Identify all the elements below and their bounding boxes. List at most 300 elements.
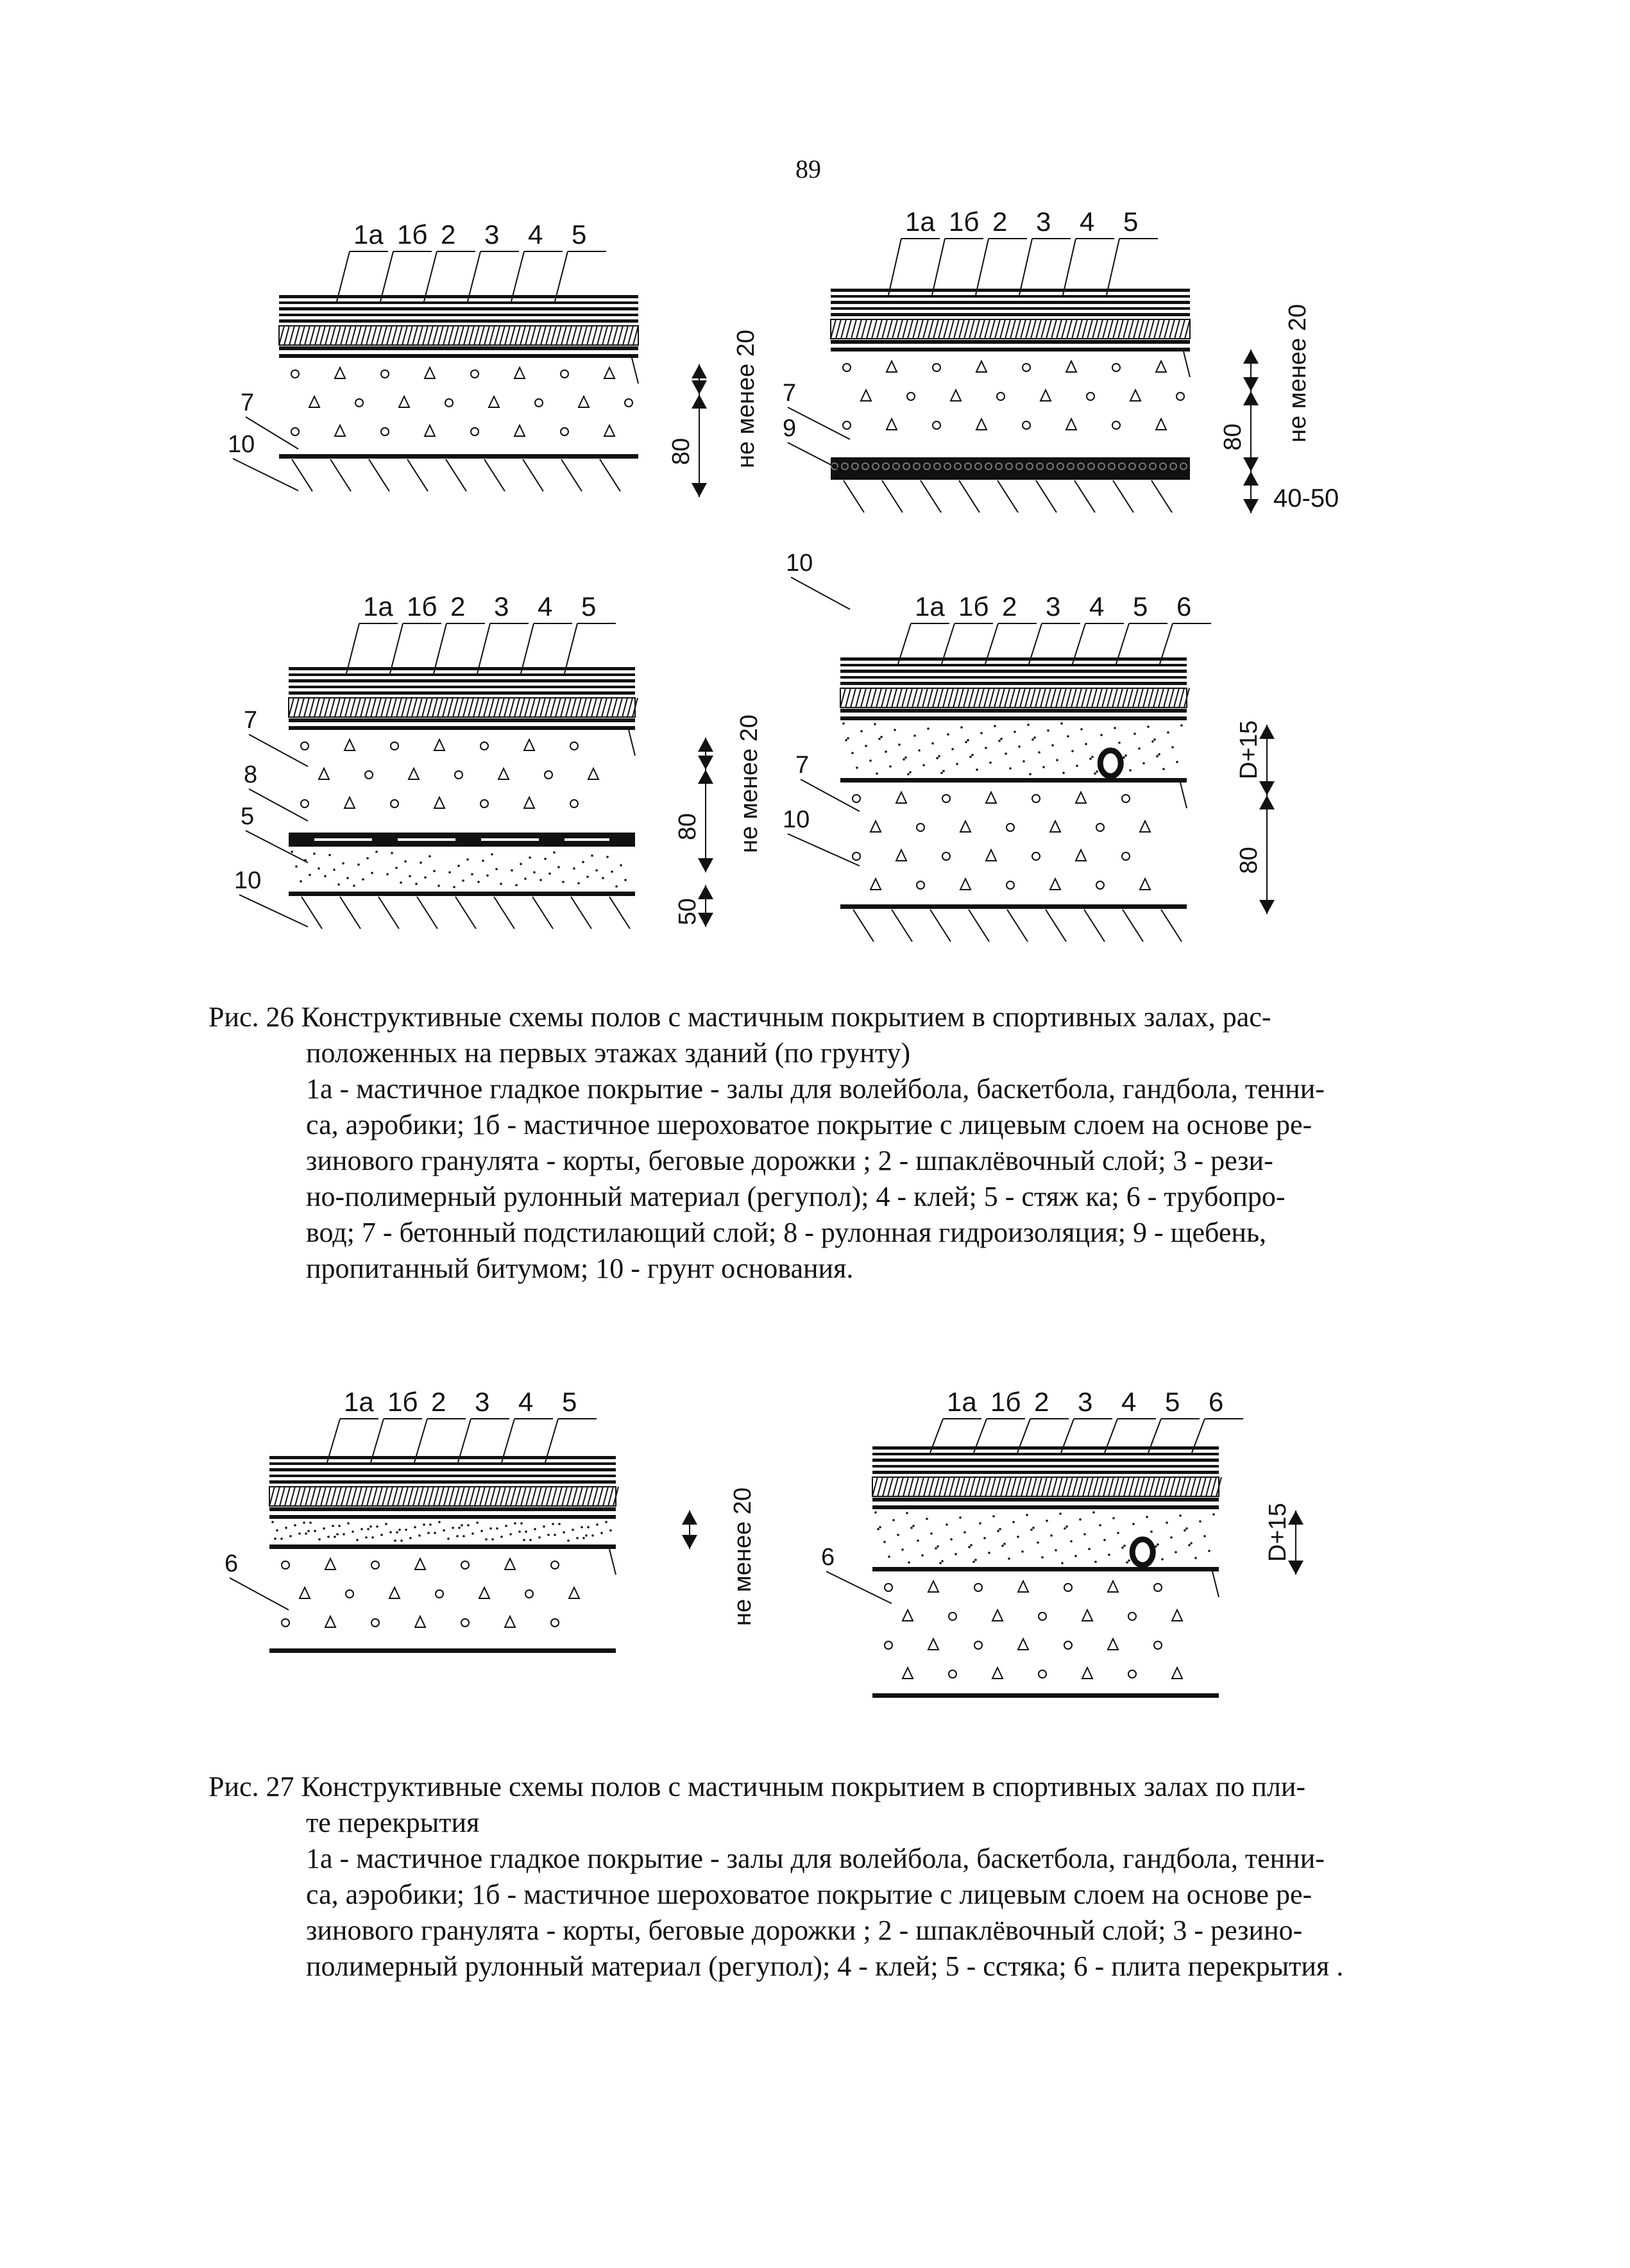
side-leader: [249, 789, 308, 821]
screed-dot: [1071, 750, 1074, 752]
screed-dot: [1051, 744, 1054, 747]
screed-dot: [424, 876, 427, 879]
screed-dot: [380, 1534, 383, 1536]
dimension-arrow: [1243, 391, 1259, 405]
screed-dot: [400, 881, 402, 884]
coating-line: [279, 314, 638, 316]
screed-dot: [980, 732, 983, 734]
screed-dot: [992, 1515, 995, 1518]
aggregate-circle: [461, 1561, 469, 1569]
glue-line: [840, 716, 1187, 720]
aggregate-circle: [1006, 881, 1014, 889]
dimension-arrow: [692, 483, 707, 497]
screed-dot: [602, 877, 604, 879]
leader-line: [565, 623, 577, 673]
aggregate-circle: [942, 795, 950, 802]
screed-dot: [307, 1530, 310, 1532]
screed-dot: [395, 867, 398, 869]
aggregate-triangle: [325, 1559, 335, 1570]
aggregate-circle: [1122, 795, 1130, 802]
aggregate-circle: [371, 1561, 379, 1569]
aggregate-circle: [391, 800, 398, 808]
screed-dot: [511, 869, 513, 872]
granulate-hatch: [872, 1477, 1221, 1496]
layer-number-label: 3: [484, 219, 500, 250]
layer-number-label: 2: [1002, 591, 1017, 622]
screed-dot: [926, 1518, 928, 1520]
screed-dot: [485, 1538, 488, 1541]
aggregate-circle: [291, 428, 299, 436]
screed-dot: [271, 1521, 274, 1523]
aggregate-circle: [391, 742, 398, 750]
side-number-label: 10: [786, 550, 813, 577]
screed-dot: [904, 756, 907, 759]
screed-dot: [936, 757, 938, 759]
screed-dot: [1064, 1527, 1066, 1530]
layer-number-label: 5: [581, 591, 597, 622]
aggregate-circle: [1032, 852, 1040, 860]
fig27-caption-line1: Рис. 27 Конструктивные схемы полов с мастичным покрытием в спортивных залах по пли-: [208, 1771, 1306, 1802]
screed-dot: [520, 863, 522, 865]
fig26-caption: [208, 999, 1325, 1287]
screed-dot: [453, 886, 455, 888]
aggregate-triangle: [514, 368, 525, 378]
screed-dot: [1128, 1559, 1130, 1562]
screed-dot: [398, 1528, 401, 1531]
screed-dot: [1114, 727, 1116, 729]
aggregate-triangle: [514, 425, 525, 436]
aggregate-triangle: [1140, 821, 1150, 832]
side-number-label: 10: [234, 867, 262, 894]
screed-dot: [1166, 1521, 1168, 1524]
slab-bottom-line: [872, 1693, 1219, 1698]
layer-number-label: 4: [518, 1387, 534, 1417]
screed-dot: [1046, 1519, 1048, 1522]
dimension-label: 80: [1235, 847, 1262, 874]
screed-dot: [930, 1532, 933, 1535]
screed-dot: [1162, 768, 1165, 770]
screed-dot: [318, 1538, 321, 1541]
aggregate-triangle: [1040, 390, 1051, 401]
aggregate-triangle: [415, 1559, 425, 1570]
aggregate-triangle: [992, 1668, 1003, 1679]
layer-number-label: 4: [1089, 591, 1105, 622]
aggregate-triangle: [1156, 361, 1166, 372]
screed-dot: [389, 1531, 392, 1534]
leader-line: [932, 239, 945, 295]
screed-dot: [927, 727, 930, 730]
screed-dot: [500, 883, 502, 885]
fig27-legend-2: са, аэробики; 1б - мастичное шероховатое покрытие с лицевым слоем на основе ре-: [306, 1879, 1312, 1910]
leader-line: [545, 1419, 558, 1462]
screed-dot: [544, 858, 547, 860]
glue-line: [269, 1515, 616, 1519]
screed-dot: [1185, 1527, 1188, 1530]
aggregate-circle: [561, 370, 568, 378]
screed-dot: [529, 1539, 532, 1541]
aggregate-triangle: [1156, 419, 1166, 430]
screed-dot: [552, 1523, 554, 1525]
screed-dot: [892, 1519, 895, 1521]
screed-dot: [523, 1539, 525, 1541]
screed-dot: [586, 876, 589, 878]
screed-dot: [1055, 1549, 1057, 1552]
dimension-arrow: [1259, 781, 1275, 795]
screed-dot: [941, 1560, 944, 1562]
soil-hatch: [292, 459, 620, 491]
dimension-label: D+15: [1264, 1503, 1291, 1562]
screed-dot: [476, 1521, 479, 1524]
side-leader: [788, 834, 860, 866]
screed-dot: [1012, 1521, 1015, 1523]
soil-hatch: [301, 897, 630, 929]
screed-dot: [1142, 762, 1145, 765]
screed-dot: [1118, 741, 1121, 744]
coating-line: [872, 1459, 1219, 1462]
aggregate-triangle: [896, 792, 906, 803]
aggregate-circle: [480, 742, 488, 750]
base-line: [289, 892, 635, 896]
screed-dot: [1088, 1548, 1091, 1550]
aggregate-circle: [974, 1641, 982, 1649]
screed-dot: [495, 868, 498, 870]
screed-dot: [909, 771, 912, 774]
aggregate-triangle: [300, 1587, 310, 1598]
dimension-arrow: [1288, 1561, 1303, 1575]
screed-dot: [894, 729, 896, 731]
concrete-layer: [831, 351, 1190, 457]
dimension-label: 80: [674, 813, 701, 840]
granulate-hatch: [840, 688, 1189, 707]
aggregate-triangle: [1066, 419, 1076, 430]
leader-line: [888, 239, 901, 295]
screed-dot: [305, 1532, 307, 1535]
screed-dot: [910, 1527, 913, 1529]
screed-bottom-line: [840, 778, 1187, 783]
leader-line: [434, 623, 446, 673]
screed-dot: [1000, 738, 1003, 740]
screed-dot: [367, 1528, 369, 1530]
coating-line: [289, 673, 635, 676]
screed-dot: [466, 858, 469, 861]
floor-scheme-b: [783, 207, 1311, 609]
screed-dot: [554, 1534, 556, 1536]
screed-dot: [947, 733, 949, 736]
screed-dot: [582, 1537, 585, 1539]
aggregate-circle: [1154, 1641, 1162, 1649]
layer-number-label: 4: [528, 219, 543, 250]
screed-dot: [496, 1527, 498, 1530]
screed-dot: [1005, 752, 1007, 755]
putty-line: [279, 346, 638, 350]
screed-dot: [324, 875, 327, 877]
screed-layer: [840, 720, 1187, 778]
aggregate-circle: [1096, 824, 1104, 831]
screed-dot: [883, 1541, 886, 1543]
fig27-caption-line2: те перекрытия: [306, 1807, 480, 1838]
screed-dot: [956, 763, 958, 765]
aggregate-circle: [853, 795, 860, 802]
screed-dot: [1199, 1520, 1201, 1523]
glue-line: [831, 348, 1190, 351]
aggregate-triangle: [976, 361, 987, 372]
screed-dot: [889, 765, 892, 768]
coating-line: [872, 1471, 1219, 1474]
screed-dot: [1153, 738, 1156, 741]
screed-dot: [1076, 765, 1078, 767]
aggregate-triangle: [425, 425, 435, 436]
screed-dot: [562, 881, 565, 883]
side-number-label: 8: [244, 761, 258, 788]
floor-scheme-a: [228, 219, 760, 497]
break-line: [1180, 783, 1187, 808]
screed-dot: [1194, 1557, 1197, 1559]
dimension-arrow: [1243, 499, 1259, 513]
screed-dot: [999, 1528, 1001, 1530]
aggregate-circle: [1039, 1612, 1046, 1620]
screed-dot: [448, 871, 451, 874]
screed-dot: [876, 772, 878, 775]
aggregate-triangle: [524, 740, 534, 750]
screed-dot: [1031, 738, 1034, 741]
screed-dot: [1171, 746, 1174, 749]
screed-dot: [1008, 1557, 1010, 1560]
fig26-legend-1: 1а - мастичное гладкое покрытие - залы для волейбола, баскетбола, гандбола, тенни-: [306, 1073, 1325, 1104]
screed-dot: [371, 872, 373, 874]
screed-dot: [1026, 1514, 1028, 1516]
screed-dot: [903, 758, 905, 761]
screed-dot: [313, 852, 316, 855]
coating-line: [269, 1468, 616, 1471]
fig26-legend-6: пропитанный битумом; 10 - грунт основания.: [306, 1253, 854, 1284]
screed-dot: [1132, 1523, 1135, 1525]
aggregate-circle: [561, 428, 568, 436]
screed-dot: [938, 755, 940, 757]
screed-dot: [452, 1527, 454, 1529]
screed-dot: [365, 1536, 368, 1539]
aggregate-triangle: [1050, 879, 1060, 890]
screed-dot: [1085, 743, 1087, 745]
screed-dot: [1103, 1539, 1106, 1541]
leader-line: [371, 1419, 384, 1462]
layer-number-label: 1б: [958, 591, 989, 622]
aggregate-circle: [933, 364, 940, 371]
aggregate-circle: [381, 370, 389, 378]
screed-dot: [461, 1524, 463, 1527]
aggregate-circle: [480, 800, 488, 808]
side-leader: [239, 895, 308, 927]
aggregate-triangle: [1050, 821, 1060, 832]
dimension-arrow: [1243, 377, 1259, 391]
screed-dot: [1161, 1558, 1164, 1561]
screed-dot: [434, 1532, 436, 1534]
aggregate-triangle: [1076, 850, 1086, 861]
screed-dot: [1059, 1512, 1062, 1515]
aggregate-triangle: [344, 797, 355, 808]
screed-dot: [375, 851, 378, 853]
coating-line: [289, 667, 635, 670]
screed-dot: [415, 883, 418, 885]
screed-dot: [338, 1525, 341, 1527]
screed-dot: [1014, 731, 1016, 733]
layer-number-label: 5: [562, 1387, 577, 1417]
screed-dot: [524, 877, 527, 880]
coating-line: [840, 670, 1187, 673]
side-number-label: 5: [241, 803, 255, 830]
screed-dot: [353, 884, 355, 887]
aggregate-triangle: [434, 797, 445, 808]
screed-dot: [1060, 722, 1063, 725]
screed-dot: [985, 747, 987, 749]
coating-line: [840, 682, 1187, 685]
screed-dot: [491, 1538, 494, 1541]
screed-dot: [274, 1537, 276, 1540]
screed-dot: [405, 1528, 407, 1531]
dimension-arrow: [1259, 795, 1275, 809]
screed-dot: [965, 741, 967, 743]
screed-dot: [1027, 724, 1030, 726]
leader-line: [380, 251, 393, 301]
screed-dot: [533, 871, 536, 874]
aggregate-triangle: [1018, 1639, 1028, 1650]
aggregate-triangle: [903, 1668, 913, 1679]
break-line: [1184, 351, 1190, 377]
aggregate-triangle: [505, 1559, 515, 1570]
screed-dot: [600, 1532, 603, 1534]
fig27-legend-1: 1а - мастичное гладкое покрытие - залы для волейбола, баскетбола, гандбола, тенни-: [306, 1843, 1325, 1874]
screed-dot: [1050, 1534, 1053, 1537]
screed-dot: [563, 1531, 565, 1534]
screed-dot: [1062, 772, 1065, 774]
aggregate-circle: [1032, 795, 1040, 802]
screed-bottom-line: [269, 1544, 616, 1549]
sand-layer: [289, 847, 635, 892]
screed-dot: [906, 1512, 908, 1514]
coating-line: [279, 295, 638, 298]
aggregate-triangle: [887, 361, 897, 372]
screed-dot: [309, 874, 311, 876]
screed-dot: [1096, 770, 1098, 773]
screed-dot: [1158, 753, 1160, 756]
dimension-arrow: [698, 756, 713, 770]
screed-dot: [1121, 1546, 1124, 1549]
coating-line: [279, 301, 638, 304]
side-number-label: 10: [228, 431, 255, 458]
aggregate-circle: [461, 1619, 469, 1627]
screed-dot: [334, 1536, 336, 1538]
screed-dot: [356, 1539, 359, 1541]
putty-line: [831, 340, 1190, 344]
screed-dot: [280, 1537, 283, 1540]
aggregate-triangle: [1130, 390, 1141, 401]
screed-dot: [438, 1521, 441, 1523]
screed-dot: [514, 1522, 516, 1525]
screed-dot: [1208, 1550, 1210, 1552]
aggregate-triangle: [524, 797, 534, 808]
screed-dot: [989, 761, 992, 764]
screed-dot: [1176, 761, 1178, 763]
layer-number-label: 1б: [949, 207, 980, 237]
dimension-arrow: [692, 364, 707, 378]
leader-line: [521, 623, 534, 673]
leader-line: [414, 1419, 427, 1462]
screed-dot: [361, 1528, 363, 1530]
coating-line: [269, 1475, 616, 1477]
screed-dot: [480, 1530, 483, 1532]
screed-dot: [1065, 1525, 1068, 1528]
screed-dot: [1094, 772, 1096, 775]
screed-dot: [385, 1523, 387, 1525]
screed-dot: [458, 1527, 461, 1529]
screed-dot: [427, 1532, 430, 1534]
dimension-arrow: [692, 394, 707, 409]
screed-dot: [414, 1526, 416, 1528]
screed-dot: [942, 770, 945, 772]
layer-number-label: 3: [1036, 207, 1051, 237]
screed-dot: [386, 873, 389, 876]
dimension-label: 80: [1219, 423, 1246, 451]
screed-dot: [921, 1554, 924, 1557]
screed-dot: [538, 1536, 541, 1539]
screed-dot: [525, 1530, 527, 1533]
dimension-arrow: [698, 770, 713, 784]
screed-dot: [874, 723, 876, 725]
aggregate-circle: [885, 1584, 892, 1591]
screed-dot: [1108, 1553, 1110, 1556]
aggregate-triangle: [870, 821, 881, 832]
screed-dot: [1138, 747, 1141, 750]
aggregate-circle: [471, 370, 479, 378]
screed-dot: [898, 743, 901, 746]
aggregate-circle: [1023, 364, 1030, 371]
screed-dot: [298, 1532, 301, 1535]
screed-dot: [337, 883, 340, 886]
screed-dot: [300, 880, 302, 883]
screed-dot: [959, 1516, 962, 1519]
pipe-section: [1132, 1539, 1153, 1565]
screed-dot: [880, 736, 883, 738]
aggregate-triangle: [896, 850, 906, 861]
screed-dot: [314, 1530, 316, 1532]
aggregate-circle: [301, 742, 309, 750]
screed-dot: [328, 854, 331, 856]
side-number-label: 9: [783, 415, 797, 442]
page-number: 89: [795, 155, 821, 183]
leader-line: [390, 623, 403, 673]
aggregate-circle: [365, 771, 373, 779]
screed-dot: [1033, 736, 1036, 739]
screed-dot: [860, 730, 863, 732]
aggregate-triangle: [976, 419, 987, 430]
aggregate-circle: [570, 742, 578, 750]
break-line: [629, 730, 635, 756]
aggregate-circle: [907, 393, 915, 400]
side-leader: [791, 577, 850, 609]
aggregate-circle: [1087, 393, 1094, 400]
screed-dot: [1023, 760, 1025, 763]
screed-dot: [951, 748, 954, 750]
aggregate-circle: [1112, 364, 1120, 371]
dimension-arrow: [692, 380, 707, 394]
aggregate-triangle: [489, 396, 499, 407]
screed-dot: [582, 861, 584, 863]
aggregate-circle: [843, 364, 851, 371]
screed-dot: [456, 1535, 459, 1537]
leader-line: [1107, 239, 1119, 295]
screed-dot: [539, 879, 542, 881]
aggregate-circle: [371, 1619, 379, 1627]
screed-dot: [912, 1525, 915, 1527]
